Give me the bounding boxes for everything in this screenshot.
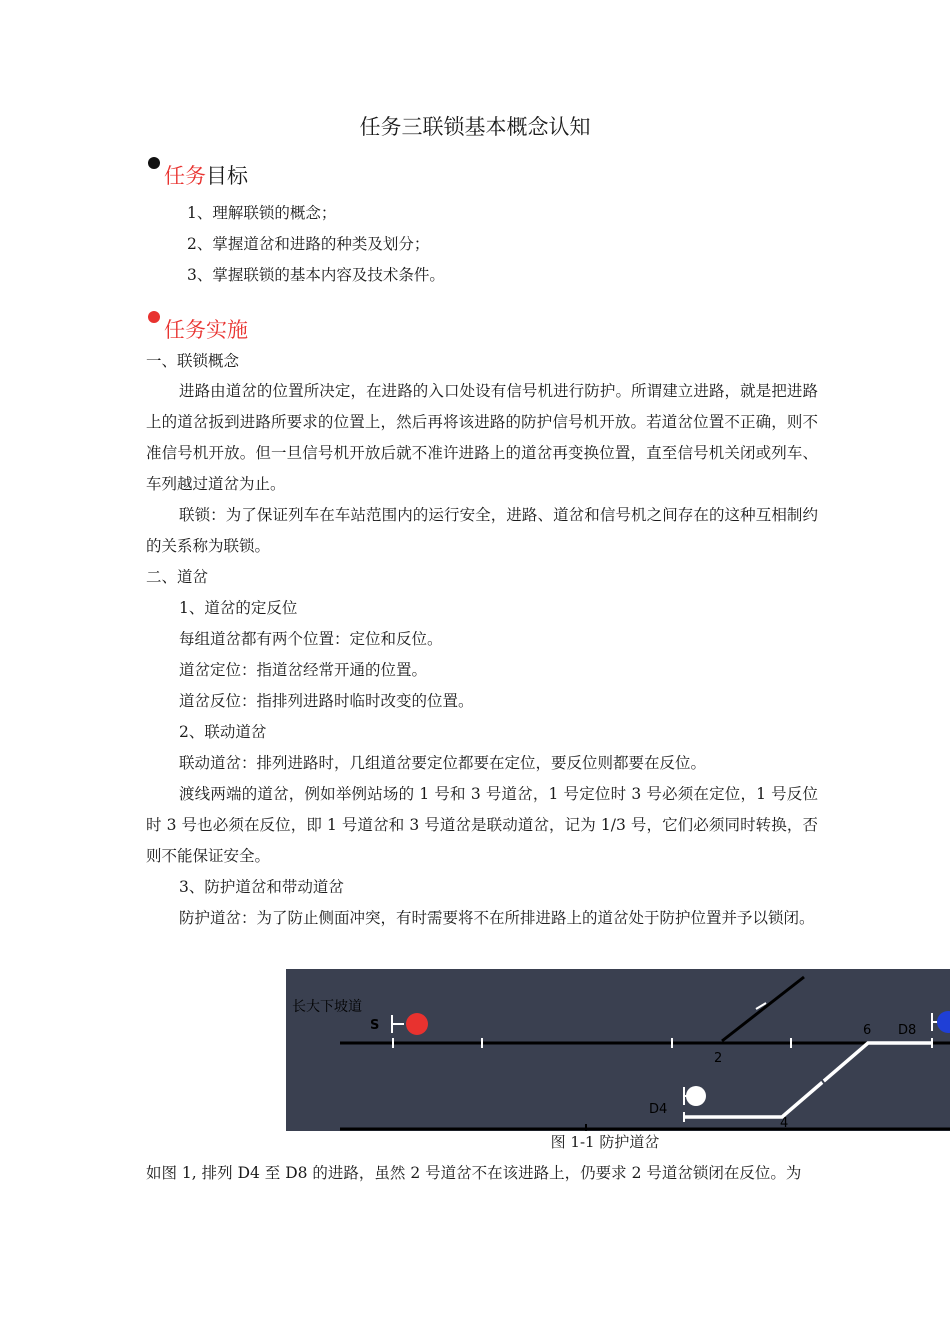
page-title: 任务三联锁基本概念认知 <box>359 115 591 139</box>
section-heading-objectives <box>164 160 248 190</box>
signal-s-red-light <box>406 1013 428 1035</box>
figure-caption: 图 1-1 防护道岔 <box>550 1133 660 1151</box>
bullet-dot <box>148 311 160 323</box>
switch-2-branch <box>722 977 804 1041</box>
label-signal-d4: D4 <box>649 1102 668 1117</box>
paragraph: 进路由道岔的位置所决定，在进路的入口处设有信号机进行防护。所谓建立进路，就是把进路上的道岔扳到进路所要求的位置上，然后再将该进路的防护信号机开放。若道岔位置不正确，则不准信号机开放。但一旦信号机开放后就不准许进路上的道岔再变换位置，直至信号机关闭或列车、车列越过道岔为止。 <box>146 382 818 493</box>
objective-item: 2、掌握道岔和进路的种类及划分； <box>187 235 430 253</box>
signal-d8-blue-light <box>937 1011 950 1033</box>
heading-red-part: 任务 <box>164 164 206 188</box>
label-long-downgrade: 长大下坡道 <box>292 999 362 1015</box>
signal-d4-white-light <box>686 1086 706 1106</box>
sub-heading: 3、防护道岔和带动道岔 <box>179 878 344 896</box>
sub-heading: 2、联动道岔 <box>179 723 267 741</box>
text-line: 道岔定位：指道岔经常开通的位置。 <box>179 661 428 679</box>
paragraph: 渡线两端的道岔，例如举例站场的 1 号和 3 号道岔，1 号定位时 3 号必须在定位，1 号反位时 3 号也必须在反位，即 1 号道岔和 3 号道岔是联动道岔，记为 1/3 号，它们必须同时转换，否则不能保证安全。 <box>146 785 818 865</box>
track-diagram-svg <box>286 969 950 1131</box>
paragraph: 防护道岔：为了防止侧面冲突，有时需要将不在所排进路上的道岔处于防护位置并予以锁闭。 <box>179 909 815 927</box>
section-heading-implementation: 任务实施 <box>164 318 248 342</box>
part-heading: 一、联锁概念 <box>146 352 240 370</box>
protection-switch-diagram <box>286 969 950 1131</box>
label-signal-d8: D8 <box>898 1023 917 1038</box>
label-switch-6: 6 <box>863 1023 872 1038</box>
label-switch-4: 4 <box>780 1116 789 1131</box>
label-signal-s: S <box>370 1018 380 1033</box>
label-switch-2: 2 <box>714 1051 723 1066</box>
objective-item: 3、掌握联锁的基本内容及技术条件。 <box>187 266 445 284</box>
objective-item: 1、理解联锁的概念； <box>187 204 337 222</box>
part-heading: 二、道岔 <box>146 568 209 586</box>
paragraph: 联锁：为了保证列车在车站范围内的运行安全，进路、道岔和信号机之间存在的这种互相制约的关系称为联锁。 <box>146 506 818 555</box>
text-line: 每组道岔都有两个位置：定位和反位。 <box>179 630 443 648</box>
bullet-dot <box>148 157 160 169</box>
text-line: 如图 1, 排列 D4 至 D8 的进路，虽然 2 号道岔不在该进路上，仍要求 2 号道岔锁闭在反位。为 <box>146 1164 802 1182</box>
text-line: 道岔反位：指排列进路时临时改变的位置。 <box>179 692 474 710</box>
heading-black-part: 目标 <box>206 164 248 188</box>
sub-heading: 1、道岔的定反位 <box>179 599 298 617</box>
text-line: 联动道岔：排列进路时，几组道岔要定位都要在定位，要反位则都要在反位。 <box>179 754 707 772</box>
